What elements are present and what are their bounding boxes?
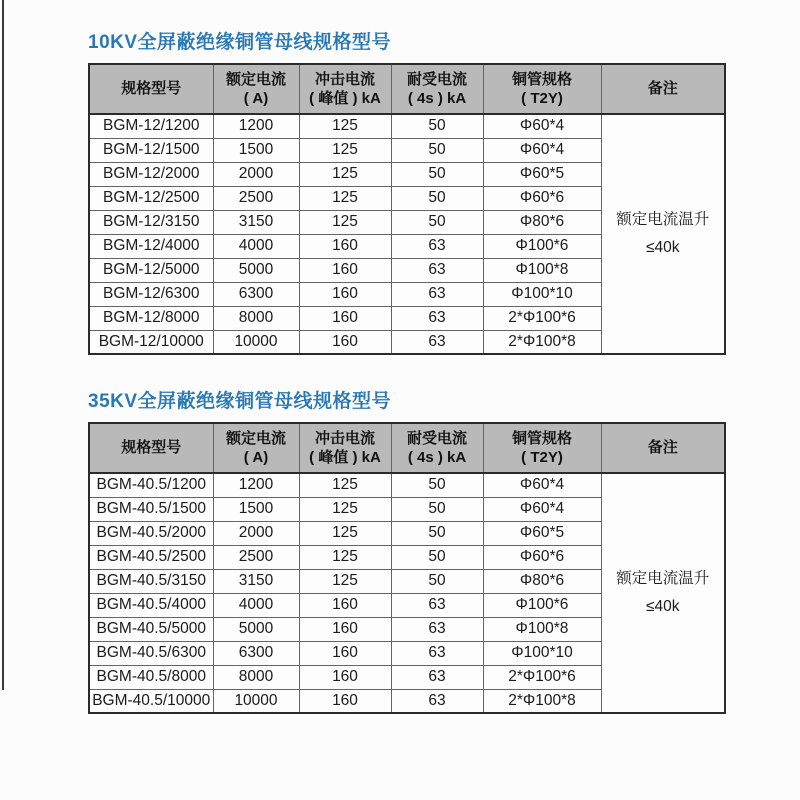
- table-cell: 160: [299, 234, 391, 258]
- col-header-impulse-current: [299, 423, 391, 473]
- col-header-impulse-current: [299, 64, 391, 114]
- table-cell: Φ100*8: [483, 617, 601, 641]
- table-cell: 5000: [213, 617, 299, 641]
- table-cell: 63: [391, 617, 483, 641]
- table-cell: BGM-12/1200: [89, 114, 213, 138]
- table-cell: BGM-40.5/5000: [89, 617, 213, 641]
- section-title-35kv: 35KV全屏蔽绝缘铜管母线规格型号: [88, 391, 392, 412]
- table-cell: 2*Φ100*8: [483, 330, 601, 354]
- table-cell: 1500: [213, 497, 299, 521]
- table-cell: BGM-12/8000: [89, 306, 213, 330]
- table-cell: BGM-12/6300: [89, 282, 213, 306]
- table-cell: Φ80*6: [483, 210, 601, 234]
- table-cell: 125: [299, 210, 391, 234]
- col-header-model: [89, 64, 213, 114]
- table-cell: 125: [299, 521, 391, 545]
- col-header-tube-spec-line2: ( T2Y): [521, 449, 563, 466]
- table-cell: 160: [299, 330, 391, 354]
- remark-cell: [601, 114, 725, 354]
- table-cell: 50: [391, 162, 483, 186]
- table-cell: BGM-40.5/4000: [89, 593, 213, 617]
- table-cell: Φ60*5: [483, 162, 601, 186]
- table-cell: BGM-40.5/10000: [89, 689, 213, 713]
- table-cell: 63: [391, 306, 483, 330]
- col-header-impulse-current-line2: ( 峰值 ) kA: [309, 90, 381, 107]
- table-cell: 63: [391, 689, 483, 713]
- col-header-tube-spec-line1: 铜管规格: [511, 429, 572, 447]
- col-header-rated-current: [213, 423, 299, 473]
- table-cell: 160: [299, 306, 391, 330]
- table-cell: 63: [391, 282, 483, 306]
- table-cell: 63: [391, 593, 483, 617]
- section-35kv: [88, 386, 724, 714]
- table-cell: 160: [299, 593, 391, 617]
- table-cell: 50: [391, 210, 483, 234]
- table-cell: 10000: [213, 330, 299, 354]
- table-cell: 2000: [213, 521, 299, 545]
- table-cell: Φ80*6: [483, 569, 601, 593]
- remark-line2: ≤40k: [646, 598, 680, 615]
- table-cell: BGM-12/2500: [89, 186, 213, 210]
- header-row: [89, 64, 725, 114]
- col-header-model-line1: 规格型号: [121, 439, 182, 457]
- table-cell: BGM-12/1500: [89, 138, 213, 162]
- table-cell: 125: [299, 569, 391, 593]
- table-cell: Φ100*10: [483, 641, 601, 665]
- col-header-withstand-current: [391, 423, 483, 473]
- table-cell: Φ100*8: [483, 258, 601, 282]
- table-cell: 2*Φ100*8: [483, 689, 601, 713]
- col-header-rated-current-line2: ( A): [243, 90, 269, 107]
- table-cell: Φ100*6: [483, 593, 601, 617]
- table-cell: 1200: [213, 473, 299, 497]
- table-cell: 125: [299, 497, 391, 521]
- col-header-impulse-current-line1: 冲击电流: [314, 429, 375, 447]
- table-cell: 63: [391, 258, 483, 282]
- remark-line2: ≤40k: [646, 239, 680, 256]
- table-body-10kv: [89, 114, 725, 354]
- table-cell: 50: [391, 473, 483, 497]
- content: [88, 27, 724, 745]
- table-cell: BGM-12/10000: [89, 330, 213, 354]
- col-header-model-line1: 规格型号: [121, 80, 182, 98]
- table-cell: 2000: [213, 162, 299, 186]
- table-cell: BGM-40.5/8000: [89, 665, 213, 689]
- remark-line1: 额定电流温升: [616, 570, 710, 588]
- table-cell: 50: [391, 138, 483, 162]
- table-cell: 2500: [213, 545, 299, 569]
- table-row: [89, 114, 725, 138]
- table-cell: 125: [299, 162, 391, 186]
- table-cell: BGM-12/4000: [89, 234, 213, 258]
- col-header-rated-current-line1: 额定电流: [225, 70, 286, 88]
- table-cell: BGM-40.5/3150: [89, 569, 213, 593]
- table-cell: Φ60*6: [483, 545, 601, 569]
- table-cell: 2*Φ100*6: [483, 306, 601, 330]
- col-header-rated-current-line2: ( A): [243, 449, 269, 466]
- table-cell: Φ100*10: [483, 282, 601, 306]
- table-cell: 6300: [213, 641, 299, 665]
- table-cell: BGM-40.5/2000: [89, 521, 213, 545]
- col-header-tube-spec: [483, 64, 601, 114]
- header-row: [89, 423, 725, 473]
- section-title-10kv: 10KV全屏蔽绝缘铜管母线规格型号: [88, 32, 392, 53]
- table-cell: 1500: [213, 138, 299, 162]
- table-cell: 4000: [213, 234, 299, 258]
- table-cell: 63: [391, 330, 483, 354]
- table-cell: 50: [391, 569, 483, 593]
- table-cell: Φ60*5: [483, 521, 601, 545]
- table-body-35kv: [89, 473, 725, 713]
- table-cell: 63: [391, 641, 483, 665]
- table-cell: 50: [391, 521, 483, 545]
- table-cell: 2*Φ100*6: [483, 665, 601, 689]
- table-cell: BGM-40.5/1200: [89, 473, 213, 497]
- col-header-withstand-current-line1: 耐受电流: [406, 429, 467, 447]
- col-header-rated-current-line1: 额定电流: [225, 429, 286, 447]
- table-cell: Φ60*4: [483, 473, 601, 497]
- table-cell: 125: [299, 114, 391, 138]
- col-header-rated-current: [213, 64, 299, 114]
- col-header-model: [89, 423, 213, 473]
- table-row: [89, 473, 725, 497]
- table-cell: 2500: [213, 186, 299, 210]
- table-cell: 63: [391, 665, 483, 689]
- table-cell: 10000: [213, 689, 299, 713]
- table-cell: BGM-40.5/1500: [89, 497, 213, 521]
- table-cell: 160: [299, 641, 391, 665]
- table-cell: 160: [299, 689, 391, 713]
- table-cell: BGM-12/5000: [89, 258, 213, 282]
- table-cell: 50: [391, 114, 483, 138]
- table-cell: Φ100*6: [483, 234, 601, 258]
- remark-cell: [601, 473, 725, 713]
- col-header-withstand-current: [391, 64, 483, 114]
- table-cell: 160: [299, 258, 391, 282]
- spec-table-10kv: [88, 63, 726, 355]
- table-cell: 160: [299, 282, 391, 306]
- col-header-remark: [601, 423, 725, 473]
- table-cell: BGM-12/3150: [89, 210, 213, 234]
- table-cell: 3150: [213, 569, 299, 593]
- table-cell: BGM-40.5/6300: [89, 641, 213, 665]
- table-cell: 125: [299, 545, 391, 569]
- table-cell: 125: [299, 186, 391, 210]
- col-header-remark-line1: 备注: [647, 439, 678, 457]
- table-cell: Φ60*4: [483, 114, 601, 138]
- col-header-withstand-current-line2: ( 4s ) kA: [407, 449, 467, 466]
- table-cell: 5000: [213, 258, 299, 282]
- col-header-tube-spec: [483, 423, 601, 473]
- table-cell: 160: [299, 617, 391, 641]
- col-header-tube-spec-line1: 铜管规格: [511, 70, 572, 88]
- spec-table-35kv: [88, 422, 726, 714]
- table-cell: Φ60*6: [483, 186, 601, 210]
- table-cell: Φ60*4: [483, 138, 601, 162]
- table-cell: 50: [391, 186, 483, 210]
- table-cell: 125: [299, 473, 391, 497]
- table-cell: 6300: [213, 282, 299, 306]
- table-cell: Φ60*4: [483, 497, 601, 521]
- table-cell: 8000: [213, 665, 299, 689]
- col-header-withstand-current-line1: 耐受电流: [406, 70, 467, 88]
- table-cell: BGM-40.5/2500: [89, 545, 213, 569]
- table-cell: 1200: [213, 114, 299, 138]
- col-header-impulse-current-line2: ( 峰值 ) kA: [309, 449, 381, 466]
- table-cell: 50: [391, 497, 483, 521]
- table-cell: 63: [391, 234, 483, 258]
- table-cell: 4000: [213, 593, 299, 617]
- table-cell: 50: [391, 545, 483, 569]
- col-header-impulse-current-line1: 冲击电流: [314, 70, 375, 88]
- col-header-remark: [601, 64, 725, 114]
- col-header-withstand-current-line2: ( 4s ) kA: [407, 90, 467, 107]
- section-10kv: [88, 27, 724, 355]
- table-cell: 3150: [213, 210, 299, 234]
- table-cell: 125: [299, 138, 391, 162]
- col-header-remark-line1: 备注: [647, 80, 678, 98]
- table-cell: 8000: [213, 306, 299, 330]
- table-cell: 160: [299, 665, 391, 689]
- left-edge-artifact-line: [2, 0, 4, 690]
- col-header-tube-spec-line2: ( T2Y): [521, 90, 563, 107]
- table-cell: BGM-12/2000: [89, 162, 213, 186]
- remark-line1: 额定电流温升: [616, 211, 710, 229]
